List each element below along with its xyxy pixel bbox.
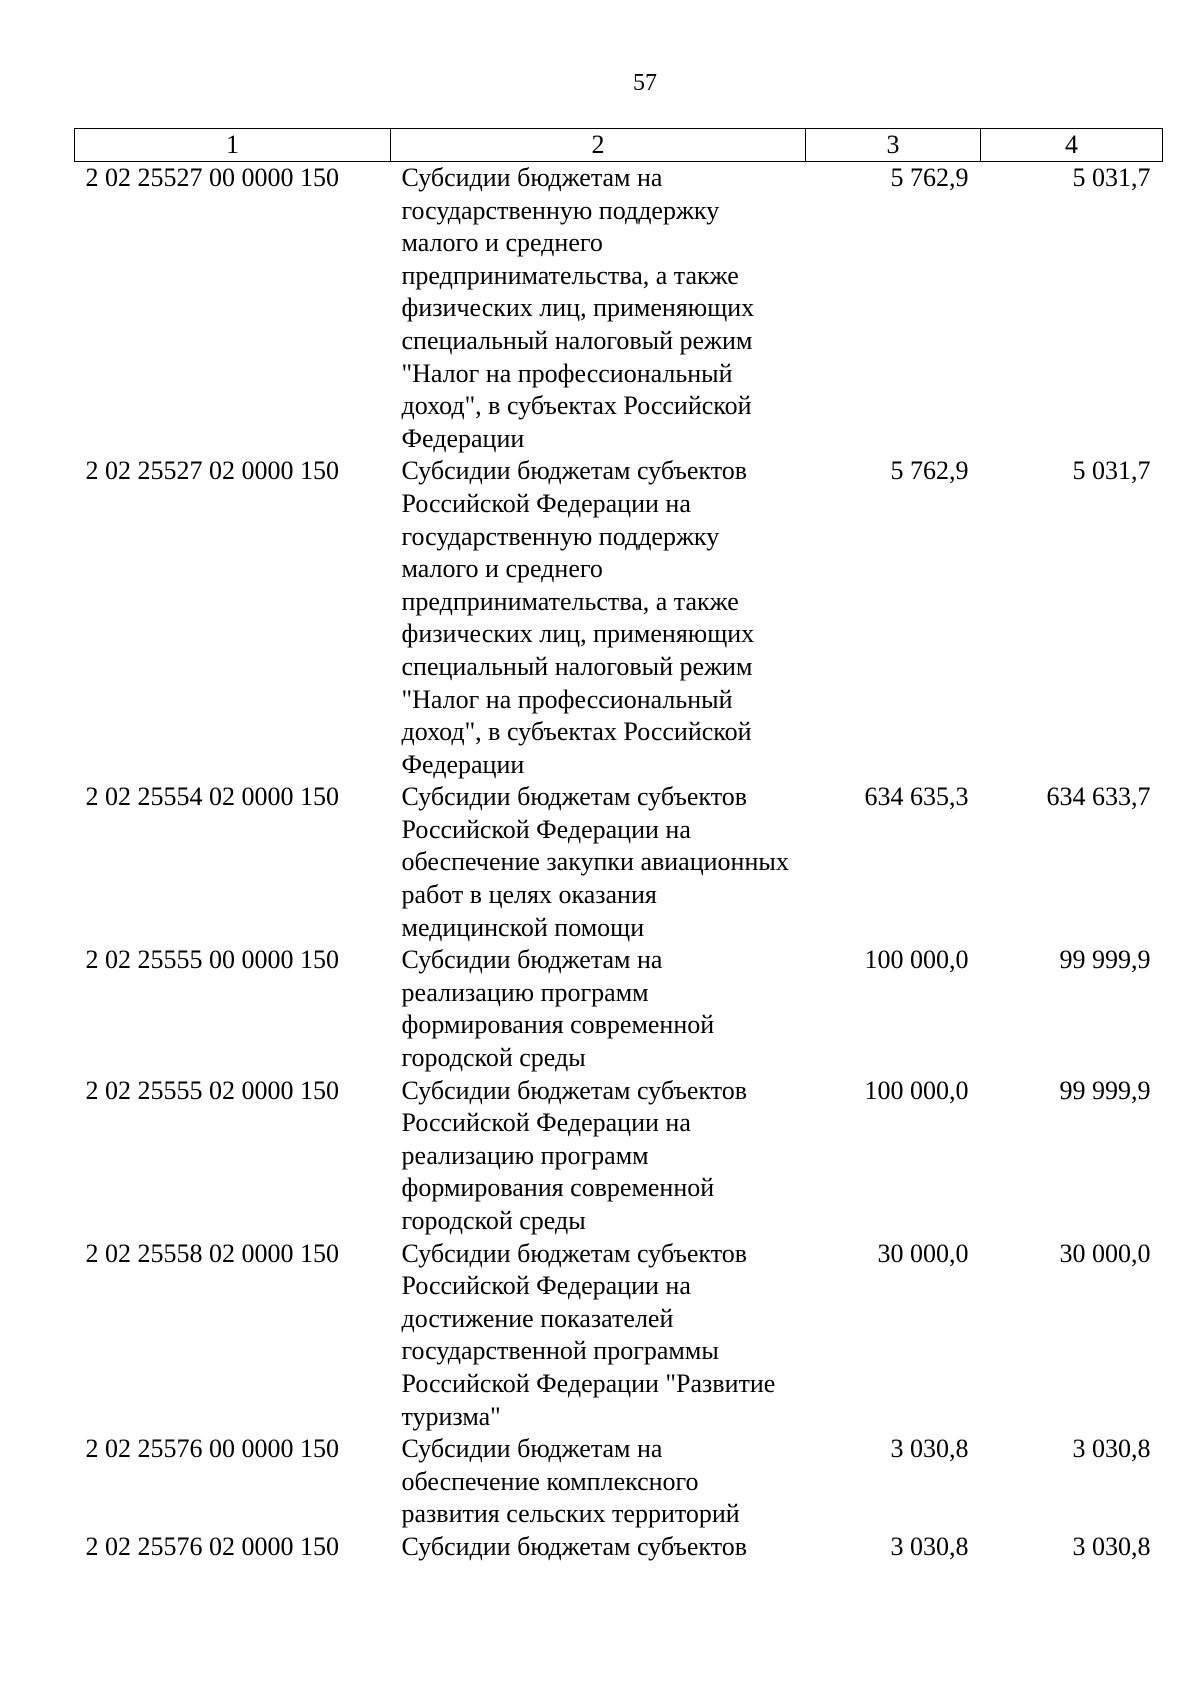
table-row bbox=[75, 1238, 1163, 1434]
budget-code: 2 02 25555 00 0000 150 bbox=[85, 945, 339, 975]
header-col-1: 1 bbox=[75, 129, 391, 162]
amount-col-4: 3 030,8 bbox=[1072, 1434, 1151, 1464]
item-name: Субсидии бюджетам субъектов bbox=[401, 1531, 747, 1561]
item-name: Субсидии бюджетам на обеспечение комплексного развития сельских территорий bbox=[401, 1434, 740, 1529]
header-col-3: 3 bbox=[806, 129, 981, 162]
budget-code: 2 02 25527 00 0000 150 bbox=[85, 163, 339, 192]
table-row bbox=[75, 944, 1163, 1074]
table-row bbox=[75, 162, 1163, 456]
amount-col-4: 99 999,9 bbox=[1059, 1075, 1151, 1105]
amount-col-3: 3 030,8 bbox=[890, 1531, 969, 1561]
item-name: Субсидии бюджетам субъектов Российской Федерации на обеспечение закупки авиационных работ в целях оказания медицинской помощи bbox=[401, 782, 789, 942]
budget-code: 2 02 25576 00 0000 150 bbox=[85, 1434, 339, 1464]
budget-code: 2 02 25576 02 0000 150 bbox=[85, 1531, 339, 1561]
table-row bbox=[75, 781, 1163, 944]
header-row bbox=[75, 129, 1163, 162]
table-row bbox=[75, 1531, 1163, 1564]
table-row bbox=[75, 455, 1163, 781]
amount-col-3: 100 000,0 bbox=[864, 945, 969, 975]
table-header bbox=[75, 129, 1163, 162]
item-name: Субсидии бюджетам субъектов Российской Федерации на государственную поддержку малого и среднего предпринимательства, а также физических лиц, применяющих специальный налоговый режим "Налог на профессиональный доход", в субъектах Российской Федерации bbox=[401, 456, 755, 779]
amount-col-3: 100 000,0 bbox=[864, 1075, 969, 1105]
amount-col-4: 3 030,8 bbox=[1072, 1531, 1151, 1561]
amount-col-4: 5 031,7 bbox=[1072, 163, 1151, 192]
header-col-2: 2 bbox=[391, 129, 806, 162]
table-body bbox=[75, 162, 1163, 1564]
amount-col-4: 634 633,7 bbox=[1046, 782, 1151, 812]
page-number: 57 bbox=[633, 70, 657, 96]
item-name: Субсидии бюджетам субъектов Российской Федерации на реализацию программ формирования современной городской среды bbox=[401, 1075, 747, 1235]
table-row bbox=[75, 1433, 1163, 1531]
budget-code: 2 02 25554 02 0000 150 bbox=[85, 782, 339, 812]
table-row bbox=[75, 1075, 1163, 1238]
item-name: Субсидии бюджетам на государственную поддержку малого и среднего предпринимательства, а также физических лиц, применяющих специальный налоговый режим "Налог на профессиональный доход", в субъектах Российской Федерации bbox=[401, 163, 755, 453]
item-name: Субсидии бюджетам на реализацию программ формирования современной городской среды bbox=[401, 945, 715, 1073]
amount-col-3: 634 635,3 bbox=[864, 782, 969, 812]
amount-col-3: 5 762,9 bbox=[890, 456, 969, 486]
budget-code: 2 02 25558 02 0000 150 bbox=[85, 1238, 339, 1268]
amount-col-4: 30 000,0 bbox=[1059, 1238, 1151, 1268]
budget-code: 2 02 25527 02 0000 150 bbox=[85, 456, 339, 486]
header-col-4: 4 bbox=[981, 129, 1163, 162]
amount-col-4: 99 999,9 bbox=[1059, 945, 1151, 975]
item-name: Субсидии бюджетам субъектов Российской Федерации на достижение показателей государственной программы Российской Федерации "Развитие туризма" bbox=[401, 1238, 776, 1431]
budget-code: 2 02 25555 02 0000 150 bbox=[85, 1075, 339, 1105]
amount-col-3: 5 762,9 bbox=[890, 163, 969, 192]
amount-col-3: 3 030,8 bbox=[890, 1434, 969, 1464]
amount-col-3: 30 000,0 bbox=[877, 1238, 969, 1268]
budget-table bbox=[74, 128, 1163, 1564]
amount-col-4: 5 031,7 bbox=[1072, 456, 1151, 486]
